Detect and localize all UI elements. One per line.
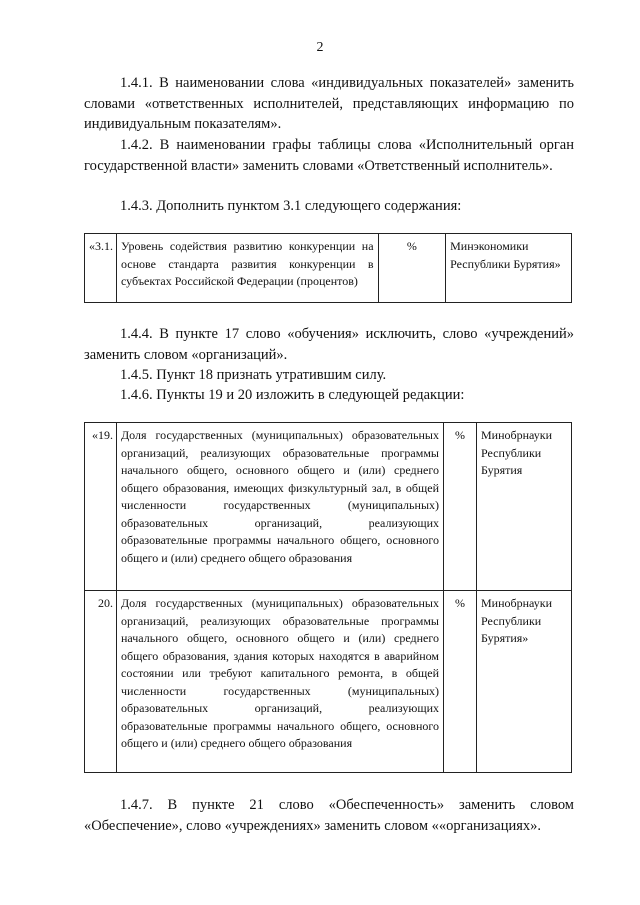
table-row [85,423,572,591]
unit-cell: % [444,423,477,591]
responsible-cell: Минобрнауки Республики Бурятия» [477,591,572,773]
paragraph-1-4-7: 1.4.7. В пункте 21 слово «Обеспеченность» заменить словом «Обеспечение», слово «учреждениях» заменить словом ««организациях». [84,797,574,834]
paragraph-1-4-1: 1.4.1. В наименовании слова «индивидуальных показателей» заменить словами «ответственных исполнителей, представляющих информацию по индивидуальным показателям». [84,75,574,132]
paragraph-1-4-4: 1.4.4. В пункте 17 слово «обучения» исключить, слово «учреждений» заменить словом «организаций». [84,326,574,363]
row-number: 20. [85,591,117,773]
indicator-text: Доля государственных (муниципальных) образовательных организаций, реализующих образовательные программы начального общего, основного общего и (или) среднего общего образования, здания которых находятся в аварийном состоянии или требуют капитального ремонта, в общей численности государственных (муниципальных) образовательных организаций, реализующих образовательные программы начального общего, основного общего и (или) среднего общего образования [117,591,444,773]
responsible-cell: Минэкономики Республики Бурятия» [446,234,572,303]
paragraph-1-4-2: 1.4.2. В наименовании графы таблицы слова «Исполнительный орган государственной власти» заменить словами «Ответственный исполнитель». [84,137,574,174]
responsible-cell: Минобрнауки Республики Бурятия [477,423,572,591]
table-point-3-1 [84,233,572,303]
row-number: «3.1. [85,234,117,303]
paragraph-1-4-5: 1.4.5. Пункт 18 признать утратившим силу. [120,367,387,383]
indicator-text: Доля государственных (муниципальных) образовательных организаций, реализующих образовательные программы начального общего, основного общего и (или) среднего общего образования, имеющих физкультурный зал, в общей численности государственных (муниципальных) образовательных организаций, реализующих образовательные программы начального общего, основного общего и (или) среднего общего образования [117,423,444,591]
page-number: 2 [316,40,324,55]
paragraph-1-4-6: 1.4.6. Пункты 19 и 20 изложить в следующей редакции: [120,387,465,403]
table-points-19-20 [84,422,572,773]
indicator-text: Уровень содействия развитию конкуренции на основе стандарта развития конкуренции в субъектах Российской Федерации (процентов) [117,234,379,303]
row-number: «19. [85,423,117,591]
table-row [85,591,572,773]
unit-cell: % [444,591,477,773]
unit-cell: % [378,234,446,303]
paragraph-1-4-3: 1.4.3. Дополнить пунктом 3.1 следующего содержания: [120,198,462,214]
table-row [85,234,572,303]
